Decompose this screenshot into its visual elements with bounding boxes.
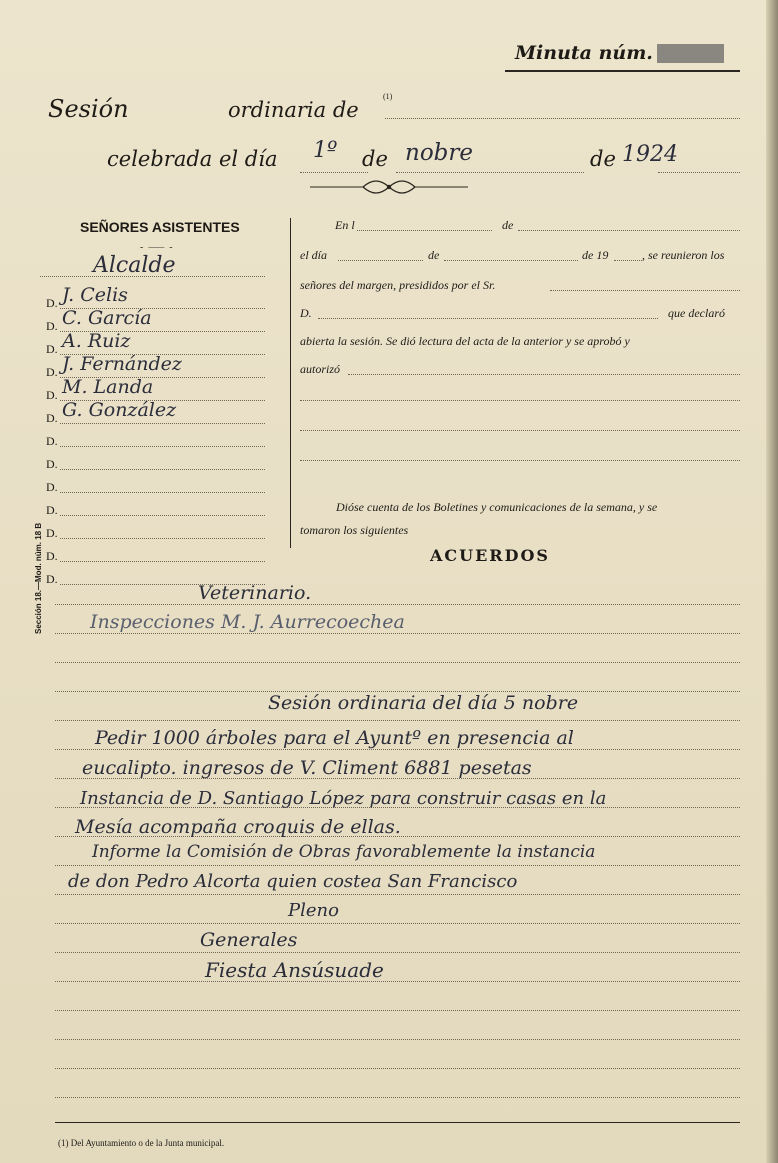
blank-line xyxy=(300,460,740,461)
title-ornament-icon: - ⸺ - xyxy=(140,242,174,253)
body-line xyxy=(55,981,740,982)
sesion-line xyxy=(385,118,740,119)
body-line xyxy=(55,865,740,866)
alcalde-handwritten: Alcalde xyxy=(93,253,176,278)
minuta-label: Minuta núm. xyxy=(515,42,653,64)
de-line-a xyxy=(518,230,740,231)
body-line xyxy=(55,662,740,663)
footnote-text: (1) Del Ayuntamiento o de la Junta municipal. xyxy=(58,1138,225,1148)
de-label-b: de xyxy=(428,248,440,262)
presidente-line xyxy=(318,318,658,319)
handwritten-line: Instancia de D. Santiago López para construir casas en la xyxy=(80,788,607,809)
de-label-2: de xyxy=(590,147,616,171)
asistente-line xyxy=(60,469,265,470)
month-line xyxy=(396,172,584,173)
d-label: D. xyxy=(46,296,58,310)
handwritten-line: de don Pedro Alcorta quien costea San Francisco xyxy=(68,871,518,892)
de-label-1: de xyxy=(362,147,388,171)
asistente-name: J. Fernández xyxy=(62,353,182,375)
handwritten-line: Informe la Comisión de Obras favorablemente la instancia xyxy=(92,842,596,862)
handwritten-line: Pleno xyxy=(288,900,339,921)
d-label: D. xyxy=(46,526,58,540)
blank-line xyxy=(300,400,740,401)
body-line xyxy=(55,720,740,721)
handwritten-line: Inspecciones M. J. Aurrecoechea xyxy=(90,611,405,633)
asistente-name: C. García xyxy=(62,307,152,329)
body-line xyxy=(55,923,740,924)
abierta-text: abierta la sesión. Se dió lectura del acta de la anterior y se aprobó y xyxy=(300,334,630,348)
de-label-a: de xyxy=(502,218,514,232)
alcalde-line xyxy=(40,276,265,277)
minuta-underline xyxy=(505,70,740,72)
body-line xyxy=(55,894,740,895)
footer-rule xyxy=(55,1122,740,1123)
body-line xyxy=(55,749,740,750)
d-label: D. xyxy=(46,365,58,379)
body-line xyxy=(55,1010,740,1011)
d-label: D. xyxy=(46,411,58,425)
asistente-line xyxy=(60,515,265,516)
sesion-label: Sesión xyxy=(48,95,129,123)
handwritten-line: Pedir 1000 árboles para el Ayuntº en presencia al xyxy=(95,727,574,749)
reunieron-text: , se reunieron los xyxy=(642,248,725,262)
asistente-name: A. Ruiz xyxy=(62,330,131,352)
asistente-name: G. González xyxy=(62,399,177,421)
minuta-number-box xyxy=(657,44,724,63)
section-side-text: Sección 18.—Mod. núm. 18 B xyxy=(34,522,43,634)
asistente-line xyxy=(60,538,265,539)
body-line xyxy=(55,604,740,605)
d-label: D. xyxy=(46,480,58,494)
el-dia-label: el día xyxy=(300,248,327,262)
celebrada-label: celebrada el día xyxy=(107,147,278,171)
declaro-text: que declaró xyxy=(668,306,725,320)
year-handwritten: 1924 xyxy=(622,142,678,167)
tomaron-text: tomaron los siguientes xyxy=(300,523,409,537)
asistente-name: M. Landa xyxy=(62,376,154,398)
asistente-name: J. Celis xyxy=(62,284,128,306)
d-label: D. xyxy=(46,342,58,356)
asistente-line xyxy=(60,492,265,493)
handwritten-line: Fiesta Ansúsuade xyxy=(205,958,384,982)
handwritten-line: Mesía acompaña croquis de ellas. xyxy=(75,816,401,838)
en-line xyxy=(357,230,492,231)
column-divider xyxy=(290,218,291,548)
year-line xyxy=(658,172,740,173)
body-line xyxy=(55,1097,740,1098)
diose-text: Dióse cuenta de los Boletines y comunicaciones de la semana, y se xyxy=(336,500,658,514)
body-line xyxy=(55,633,740,634)
month-line-2 xyxy=(444,260,578,261)
autorizo-text: autorizó xyxy=(300,362,341,376)
handwritten-line: Veterinario. xyxy=(198,582,312,604)
book-edge xyxy=(766,0,778,1163)
year-line-2 xyxy=(614,260,642,261)
d-label: D. xyxy=(46,319,58,333)
handwritten-line: eucalipto. ingresos de V. Climent 6881 pesetas xyxy=(82,757,532,779)
day-line xyxy=(300,172,368,173)
en-label: En l xyxy=(335,218,355,232)
senor-line xyxy=(550,290,740,291)
handwritten-line: Sesión ordinaria del día 5 nobre xyxy=(268,692,579,714)
blank-line xyxy=(300,430,740,431)
d-label: D. xyxy=(46,434,58,448)
footnote-mark: (1) xyxy=(383,92,393,101)
d-label: D. xyxy=(46,388,58,402)
body-line xyxy=(55,1068,740,1069)
body-line xyxy=(55,952,740,953)
month-handwritten: nobre xyxy=(405,140,473,166)
handwritten-line: Generales xyxy=(200,929,298,951)
dia-line xyxy=(338,260,423,261)
d-label: D. xyxy=(46,572,58,586)
senores-text: señores del margen, presididos por el Sr. xyxy=(300,278,496,292)
ordinaria-label: ordinaria de xyxy=(228,98,359,122)
asistente-line xyxy=(60,423,265,424)
d-label: D. xyxy=(46,457,58,471)
acuerdos-heading: ACUERDOS xyxy=(430,546,550,565)
de19-label: de 19 xyxy=(582,248,609,262)
ornament-icon xyxy=(308,178,470,196)
autorizo-line xyxy=(348,374,740,375)
d-label: D. xyxy=(46,549,58,563)
d-label-printed: D. xyxy=(300,306,312,320)
day-handwritten: 1º xyxy=(313,138,338,163)
asistente-line xyxy=(60,561,265,562)
asistente-line xyxy=(60,446,265,447)
asistentes-title: SEÑORES ASISTENTES xyxy=(80,219,240,235)
d-label: D. xyxy=(46,503,58,517)
body-line xyxy=(55,1039,740,1040)
